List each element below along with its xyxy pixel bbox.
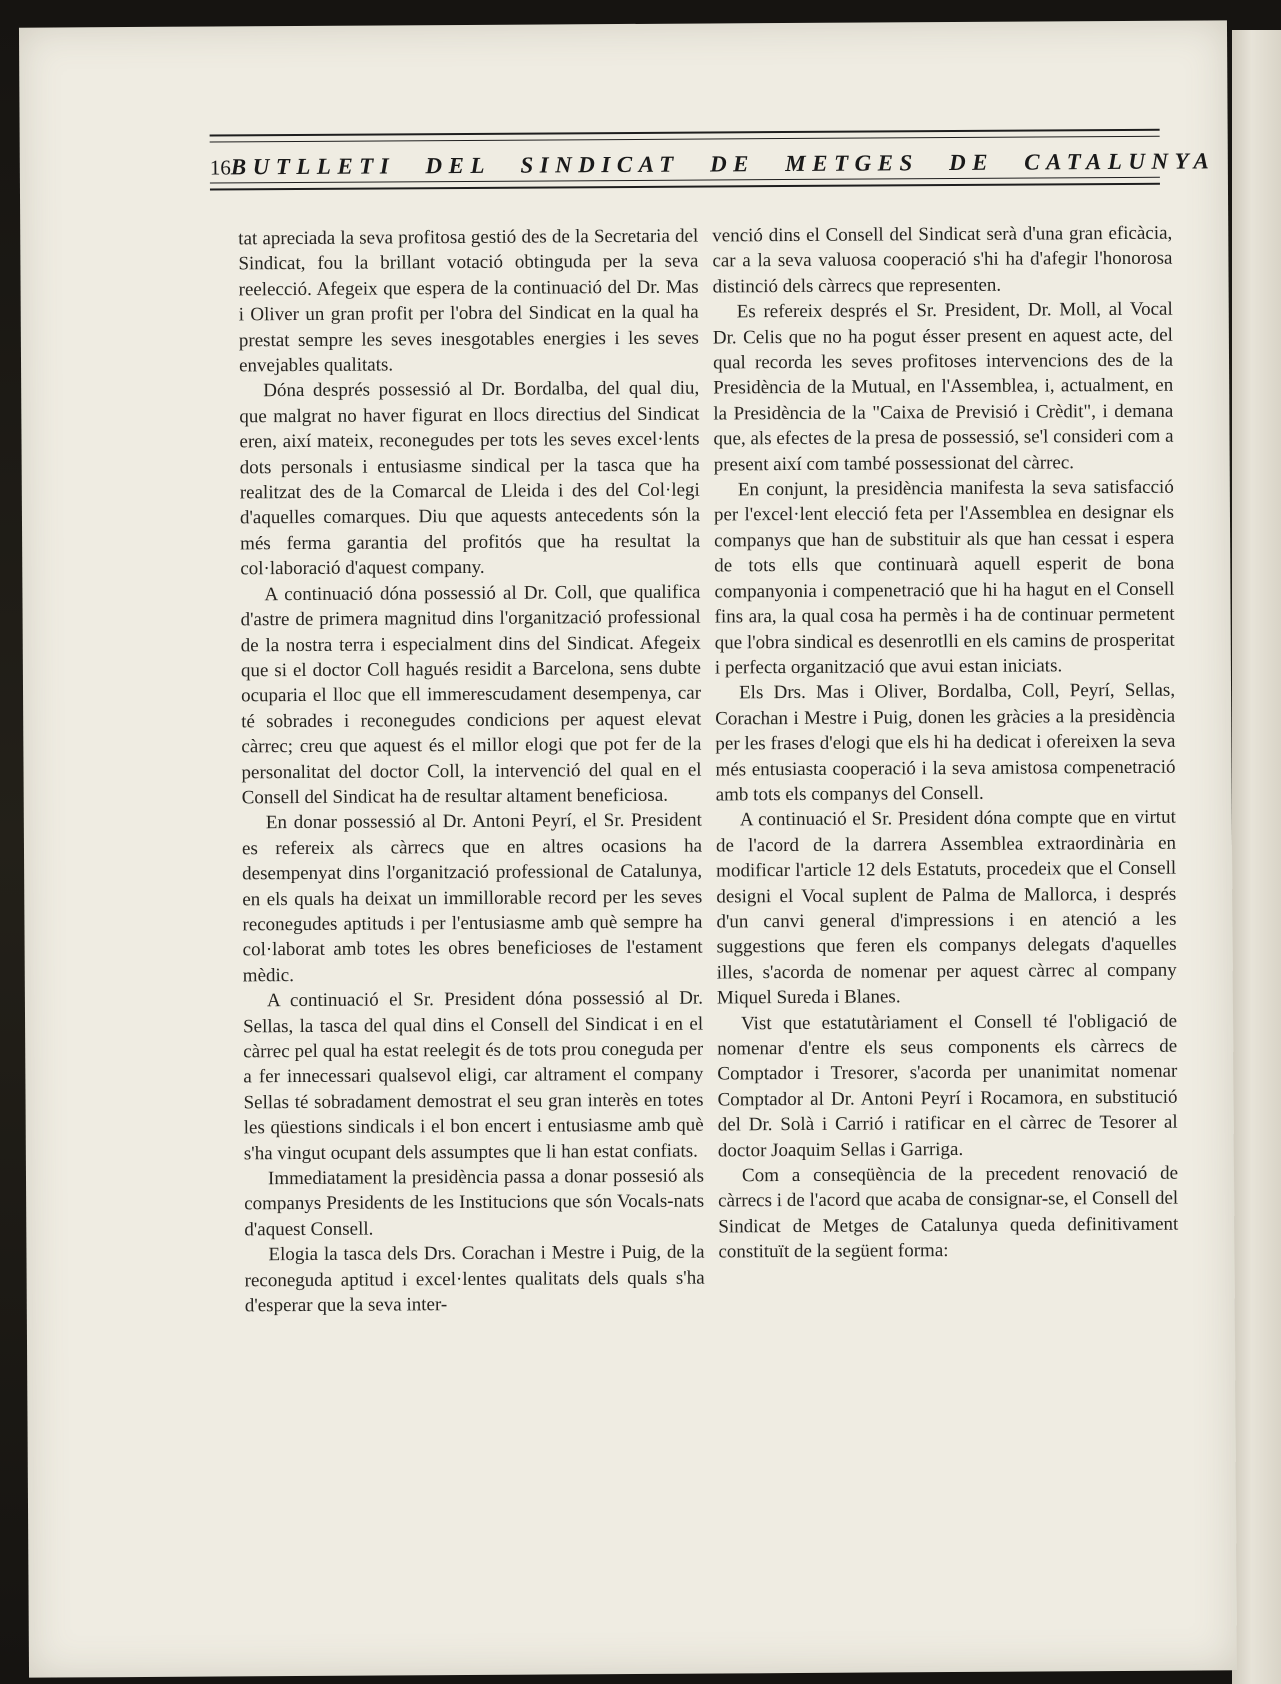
paragraph: Dóna després possessió al Dr. Bordalba, del qual diu, que malgrat no haver figurat en llocs directius del Sindicat eren, així mateix, reconegudes per tots les seves excel·lents dots personals i entusiasme sindical per la tasca que ha realitzat des de la Comarcal de Lleida i des del Col·legi d'aquelles comarques. Diu que aquests antecedents són la més ferma garantia del profitós que ha resultat la col·laboració d'aquest company.: [239, 377, 701, 580]
paragraph: Es refereix després el Sr. President, Dr. Moll, al Vocal Dr. Celis que no ha pogut ésser present en aquest acte, del qual recorda les seves profitoses intervencions des de la Presidència de la Mutual, en l'Assemblea, i, actualment, en la Presidència de la "Caixa de Previsió i Crèdit", i demana que, als efectes de la presa de possessió, se'l consideri com a present així com també possessionat del càrrec.: [712, 298, 1174, 476]
paragraph: Immediatament la presidència passa a donar possesió als companys Presidents de les Institucions que són Vocals-nats d'aquest Consell.: [244, 1165, 705, 1241]
paragraph: tat apreciada la seva profitosa gestió des de la Secretaria del Sindicat, fou la brillant votació obtinguda per la seva reelecció. Afegeix que espera de la continuació del Dr. Mas i Oliver un gran profit per l'obra del Sindicat en la qual ha prestat sempre les seves inesgotables energies i les seves envejables qualitats.: [238, 225, 699, 377]
left-column: [238, 224, 705, 1319]
adjacent-page-edge: [1232, 30, 1281, 1684]
header-rule-top: [210, 129, 1160, 137]
header-rule-top-thin: [210, 136, 1160, 143]
paragraph: Vist que estatutàriament el Consell té l'obligació de nomenar d'entre els seus components els càrrecs de Comptador i Tresorer, s'acorda per unanimitat nomenar Comptador al Dr. Antoni Peyrí i Rocamora, en substitució del Dr. Solà i Carrió i ratificar en el càrrec de Tesorer al doctor Joaquim Sellas i Garriga.: [717, 1010, 1178, 1162]
running-title: BUTLLETI DEL SINDICAT DE METGES DE CATALUNYA: [230, 148, 1216, 180]
paragraph: A continuació el Sr. President dóna possessió al Dr. Sellas, la tasca del qual dins el Consell del Sindicat i en el càrrec pel qual ha estat reelegit és de tots prou coneguda per a fer innecessari qualsevol eligi, car altrament el company Sellas té sobradament demostrat el seu gran interès en totes les qüestions sindicals i el bon encert i entusiasme amb què s'ha vingut ocupant dels assumptes que li han estat confiats.: [243, 987, 704, 1164]
right-column: [712, 221, 1178, 1265]
paragraph: Elogia la tasca dels Drs. Corachan i Mestre i Puig, de la reconeguda aptitud i excel·lentes qualitats dels quals s'ha d'esperar que la seva inter-: [244, 1241, 705, 1317]
paragraph: Els Drs. Mas i Oliver, Bordalba, Coll, Peyrí, Sellas, Corachan i Mestre i Puig, donen les gràcies a la presidència per les frases d'elogi que els hi ha dedicat i ofereixen la seva més entusiasta cooperació i la seva amistosa compenetració amb tots els companys del Consell.: [715, 679, 1176, 806]
paragraph: Com a conseqüència de la precedent renovació de càrrecs i de l'acord que acaba de consignar-se, el Consell del Sindicat de Metges de Catalunya queda definitivament constituït de la següent forma:: [718, 1162, 1179, 1263]
paragraph: En donar possessió al Dr. Antoni Peyrí, el Sr. President es refereix als càrrecs que en altres ocasions ha desempenyat dins l'organització professional de Catalunya, en els quals ha deixat un immillorable record per les seves reconegudes aptituds i per l'entusiasme amb què sempre ha col·laborat amb totes les obres beneficioses de l'estament mèdic.: [241, 809, 703, 987]
magazine-page: [19, 20, 1237, 1677]
page-number: 16: [209, 155, 231, 180]
paragraph: A continuació dóna possessió al Dr. Coll, que qualifica d'astre de primera magnitud dins l'organització professional de la nostra terra i especialment dins del Sindicat. Afegeix que si el doctor Coll hagués residit a Barcelona, sens dubte ocuparia el lloc que ell immerescudament desempenya, car té sobrades i reconegudes condicions per aquest elevat càrrec; creu que aquest és el millor elogi que pot fer de la personalitat del doctor Coll, la intervenció del qual en el Consell del Sindicat ha de resultar altament beneficiosa.: [240, 581, 702, 809]
paragraph: En conjunt, la presidència manifesta la seva satisfacció per l'excel·lent elecció feta per l'Assemblea en designar els companys que han de substituir als que han cessat i espera de tots ells que continuarà aquell esperit de bona companyonia i compenetració que hi ha hagut en el Consell fins ara, la qual cosa ha permès i ha de continuar permetent que l'obra sindical es desenrotlli en els camins de prosperitat i perfecta organització que avui estan iniciats.: [713, 476, 1175, 679]
paragraph: A continuació el Sr. President dóna compte que en virtut de l'acord de la darrera Assemblea extraordinària en modificar l'article 12 dels Estatuts, procedeix que el Consell designi el Vocal suplent de Palma de Mallorca, i després d'un canvi general d'impressions i en atenció a les suggestions que feren els companys delegats d'aquelles illes, s'acorda de nomenar per aquest càrrec al company Miquel Sureda i Blanes.: [715, 806, 1177, 1009]
paragraph: venció dins el Consell del Sindicat serà d'una gran eficàcia, car a la seva valuosa cooperació s'hi ha d'afegir l'honorosa distinció dels càrrecs que representen.: [712, 222, 1173, 298]
